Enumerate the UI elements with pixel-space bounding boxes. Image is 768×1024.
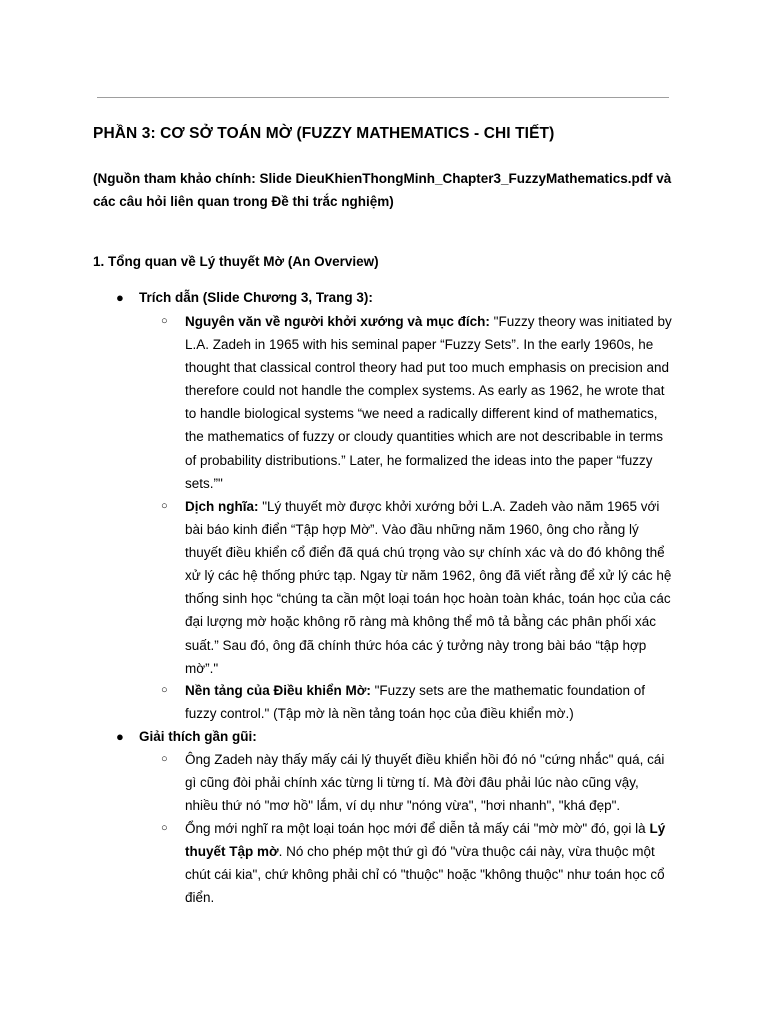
bullet-icon: ● <box>116 290 124 305</box>
item-text: Ổng mới nghĩ ra một loại toán học mới để diễn tả mấy cái "mờ mờ" đó, gọi là <box>185 821 650 836</box>
hollow-bullet-icon: ○ <box>161 315 168 327</box>
list-item <box>185 495 673 680</box>
hollow-bullet-icon: ○ <box>161 684 168 696</box>
item-label: Dịch nghĩa: <box>185 499 259 514</box>
item-text: "Fuzzy sets are the mathematic foundation of fuzzy control." (Tập mờ là nền tảng toán học của điều khiển mờ.) <box>185 683 646 722</box>
list-item: Ông Zadeh này thấy mấy cái lý thuyết điều khiển hồi đó nó "cứng nhắc" quá, cái gì cũng đòi phải chính xác từng li từng tí. Mà đời đâu phải lúc nào cũng vậy, nhiều thứ nó "mơ hồ" lắm, ví dụ như "nóng vừa", "hơi nhanh", "khá đẹp". <box>185 752 665 814</box>
list-item <box>185 679 673 725</box>
item-emphasis: Lý thuyết Tập mờ <box>185 821 666 860</box>
hollow-bullet-icon: ○ <box>161 753 168 765</box>
quote-block-heading: Trích dẫn (Slide Chương 3, Trang 3): <box>139 290 373 305</box>
horizontal-rule <box>97 97 669 98</box>
item-text: "Lý thuyết mờ được khởi xướng bởi L.A. Zadeh vào năm 1965 với bài báo kinh điển “Tập hợp Mờ”. Vào đầu những năm 1960, ông cho rằng lý thuyết điều khiển cổ điển đã quá chú trọng vào sự chính xác và do đó không thể xử lý các hệ thống phức tạp. Ngay từ năm 1962, ông đã viết rằng để xử lý các hệ thống sinh học “chúng ta cần một loại toán học hoàn toàn khác, toán học của các đại lượng mờ hoặc không rõ ràng mà không thể mô tả bằng các phân phối xác suất.” Sau đó, ông đã chính thức hóa các ý tưởng này trong bài báo “tập hợp mờ”." <box>185 499 672 676</box>
list-item <box>185 310 673 495</box>
bullet-icon: ● <box>116 729 124 744</box>
item-label: Nguyên văn về người khởi xướng và mục đích: <box>185 314 490 329</box>
hollow-bullet-icon: ○ <box>161 822 168 834</box>
source-note: (Nguồn tham khảo chính: Slide DieuKhienThongMinh_Chapter3_FuzzyMathematics.pdf và các câu hỏi liên quan trong Đề thi trắc nghiệm) <box>93 171 672 210</box>
item-label: Nền tảng của Điều khiển Mờ: <box>185 683 371 698</box>
section-heading: 1. Tổng quan về Lý thuyết Mờ (An Overview) <box>93 254 379 269</box>
list-item <box>185 817 673 909</box>
item-text: "Fuzzy theory was initiated by L.A. Zadeh in 1965 with his seminal paper “Fuzzy Sets”. In the early 1960s, he thought that classical control theory had put too much emphasis on precision and therefore could not handle the complex systems. As early as 1962, he wrote that to handle biological systems “we need a radically different kind of mathematics, the mathematics of fuzzy or cloudy quantities which are not describable in terms of probability distributions.” Later, he formalized the ideas into the paper “fuzzy sets.”" <box>185 314 672 491</box>
item-text: . Nó cho phép một thứ gì đó "vừa thuộc cái này, vừa thuộc một chút cái kia", chứ không phải chỉ có "thuộc" hoặc "không thuộc" như toán học cổ điển. <box>185 844 665 906</box>
hollow-bullet-icon: ○ <box>161 500 168 512</box>
page-title: PHẦN 3: CƠ SỞ TOÁN MỜ (FUZZY MATHEMATICS - CHI TIẾT) <box>93 125 555 142</box>
explain-block-heading: Giải thích gần gũi: <box>139 729 257 744</box>
